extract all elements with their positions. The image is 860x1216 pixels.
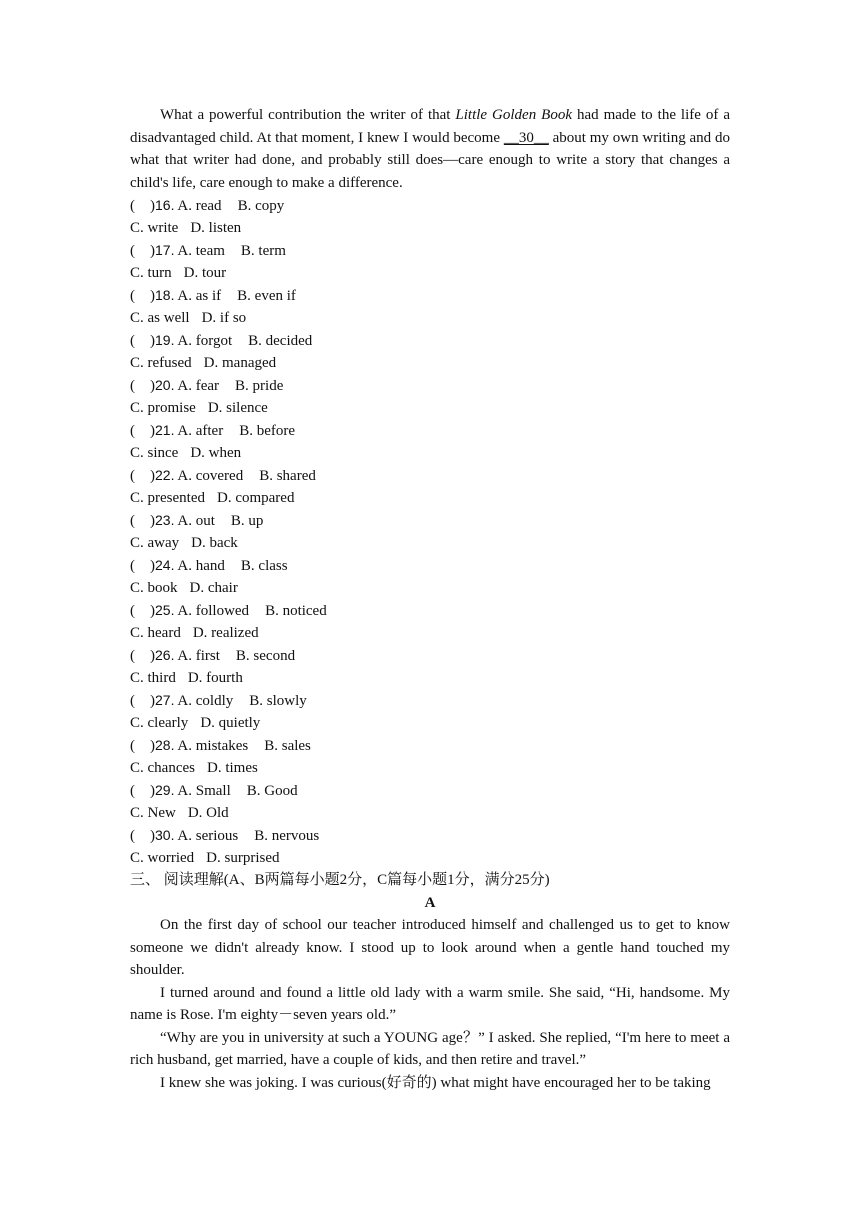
option-c: C. presented	[130, 489, 205, 506]
option-d: D. if so	[201, 309, 247, 326]
question-options-line	[130, 847, 730, 870]
reading-paragraph: “Why are you in university at such a YOUNG age？” I asked. She replied, “I'm here to meet a rich husband, get married, have a couple of kids, and then retire and travel.”	[130, 1029, 730, 1068]
reading-paragraph: I knew she was joking. I was curious(好奇的) what might have encouraged her to be taking	[160, 1074, 711, 1091]
question-line	[130, 599, 730, 622]
answer-bracket: ( )	[130, 468, 155, 484]
question-list	[130, 194, 730, 869]
option-a: A. hand	[177, 558, 225, 574]
answer-bracket: ( )	[130, 198, 155, 214]
answer-bracket: ( )	[130, 693, 155, 709]
option-d: D. silence	[207, 399, 268, 416]
question-line	[130, 329, 730, 352]
option-c: C. clearly	[130, 714, 189, 731]
option-a: A. mistakes	[177, 738, 249, 754]
question-number: 27.	[155, 692, 175, 708]
option-d: D. tour	[183, 264, 227, 281]
question-options-line	[130, 622, 730, 645]
option-a: A. first	[177, 648, 220, 664]
option-c: C. worried	[130, 849, 195, 866]
question-number: 30.	[155, 827, 175, 843]
question-line	[130, 284, 730, 307]
question-options-line	[130, 397, 730, 420]
question-line	[130, 419, 730, 442]
option-a: A. Small	[177, 783, 231, 799]
option-d: D. times	[206, 759, 258, 776]
option-d: D. Old	[187, 804, 229, 821]
question-options-line	[130, 487, 730, 510]
option-a: A. out	[177, 513, 215, 529]
option-b: B. noticed	[265, 603, 327, 619]
option-a: A. as if	[177, 288, 222, 304]
answer-bracket: ( )	[130, 738, 155, 754]
question-options-line	[130, 802, 730, 825]
answer-bracket: ( )	[130, 648, 155, 664]
question-number: 17.	[155, 242, 175, 258]
option-d: D. chair	[189, 579, 238, 596]
question-line	[130, 239, 730, 262]
passage-text-end: about my own writing and do what that writer had done, and probably still does—care enough to write a story that changes a child's life, care enough to make a difference.	[130, 129, 730, 191]
option-b: B. slowly	[249, 693, 307, 709]
question-line	[130, 644, 730, 667]
answer-bracket: ( )	[130, 333, 155, 349]
option-a: A. after	[177, 423, 224, 439]
option-b: B. class	[240, 558, 288, 574]
question-number: 19.	[155, 332, 175, 348]
option-b: B. even if	[237, 288, 296, 304]
option-b: B. term	[240, 243, 286, 259]
answer-bracket: ( )	[130, 828, 155, 844]
option-a: A. read	[177, 198, 222, 214]
option-a: A. forgot	[177, 333, 233, 349]
question-options-line	[130, 757, 730, 780]
question-number: 20.	[155, 377, 175, 393]
option-d: D. surprised	[206, 849, 280, 866]
answer-bracket: ( )	[130, 783, 155, 799]
book-title: Little Golden Book	[455, 107, 572, 123]
question-number: 28.	[155, 737, 175, 753]
option-c: C. refused	[130, 354, 192, 371]
question-number: 23.	[155, 512, 175, 528]
answer-bracket: ( )	[130, 243, 155, 259]
option-a: A. serious	[177, 828, 239, 844]
option-b: B. copy	[237, 198, 285, 214]
question-number: 26.	[155, 647, 175, 663]
option-b: B. before	[239, 423, 296, 439]
reading-paragraph: I turned around and found a little old lady with a warm smile. She said, “Hi, handsome. My name is Rose. I'm eighty－seven years old.”	[130, 984, 730, 1023]
question-options-line	[130, 712, 730, 735]
question-options-line	[130, 307, 730, 330]
option-c: C. book	[130, 579, 178, 596]
option-d: D. managed	[203, 354, 277, 371]
question-line	[130, 464, 730, 487]
option-d: D. quietly	[200, 714, 261, 731]
content-area	[130, 104, 730, 1094]
option-b: B. decided	[248, 333, 313, 349]
option-d: D. fourth	[187, 669, 243, 686]
question-options-line	[130, 577, 730, 600]
question-line	[130, 824, 730, 847]
blank-30: __30__	[503, 129, 549, 146]
option-c: C. third	[130, 669, 176, 686]
option-d: D. when	[190, 444, 242, 461]
answer-bracket: ( )	[130, 288, 155, 304]
question-line	[130, 689, 730, 712]
option-c: C. promise	[130, 399, 196, 416]
option-b: B. nervous	[254, 828, 320, 844]
question-options-line	[130, 262, 730, 285]
question-line	[130, 194, 730, 217]
question-line	[130, 554, 730, 577]
question-number: 25.	[155, 602, 175, 618]
answer-bracket: ( )	[130, 423, 155, 439]
answer-bracket: ( )	[130, 378, 155, 394]
question-options-line	[130, 667, 730, 690]
passage-closing-paragraph	[130, 104, 730, 194]
question-options-line	[130, 352, 730, 375]
option-d: D. compared	[216, 489, 295, 506]
option-c: C. New	[130, 804, 176, 821]
option-c: C. chances	[130, 759, 195, 776]
question-number: 22.	[155, 467, 175, 483]
reading-passage	[130, 914, 730, 1094]
part-title: A	[424, 894, 436, 911]
option-a: A. fear	[177, 378, 220, 394]
option-c: C. turn	[130, 264, 172, 281]
question-options-line	[130, 532, 730, 555]
passage-text-start: What a powerful contribution the writer of that	[160, 107, 456, 123]
question-number: 16.	[155, 197, 175, 213]
question-number: 29.	[155, 782, 175, 798]
option-b: B. second	[235, 648, 296, 664]
question-number: 18.	[155, 287, 175, 303]
option-d: D. back	[191, 534, 238, 551]
option-b: B. shared	[259, 468, 316, 484]
option-b: B. pride	[235, 378, 284, 394]
question-number: 21.	[155, 422, 175, 438]
option-b: B. sales	[264, 738, 311, 754]
answer-bracket: ( )	[130, 558, 155, 574]
option-d: D. listen	[190, 219, 242, 236]
option-c: C. since	[130, 444, 179, 461]
passage-text-middle: had made to the life of a disadvantaged child. At that moment, I knew I would become	[130, 107, 730, 146]
answer-bracket: ( )	[130, 603, 155, 619]
question-line	[130, 734, 730, 757]
question-options-line	[130, 442, 730, 465]
section-heading: 三、 阅读理解(A、B两篇每小题2分，C篇每小题1分，满分25分)	[130, 872, 550, 888]
question-number: 24.	[155, 557, 175, 573]
option-a: A. coldly	[177, 693, 234, 709]
option-c: C. write	[130, 219, 179, 236]
question-options-line	[130, 217, 730, 240]
option-b: B. Good	[246, 783, 298, 799]
option-c: C. away	[130, 534, 180, 551]
option-b: B. up	[230, 513, 264, 529]
question-line	[130, 779, 730, 802]
question-line	[130, 374, 730, 397]
option-a: A. covered	[177, 468, 244, 484]
question-line	[130, 509, 730, 532]
option-c: C. as well	[130, 309, 190, 326]
option-d: D. realized	[192, 624, 259, 641]
answer-bracket: ( )	[130, 513, 155, 529]
option-c: C. heard	[130, 624, 181, 641]
option-a: A. team	[177, 243, 225, 259]
reading-paragraph: On the first day of school our teacher introduced himself and challenged us to get to know someone we didn't already know. I stood up to look around when a gentle hand touched my shoulder.	[130, 917, 730, 978]
option-a: A. followed	[177, 603, 250, 619]
